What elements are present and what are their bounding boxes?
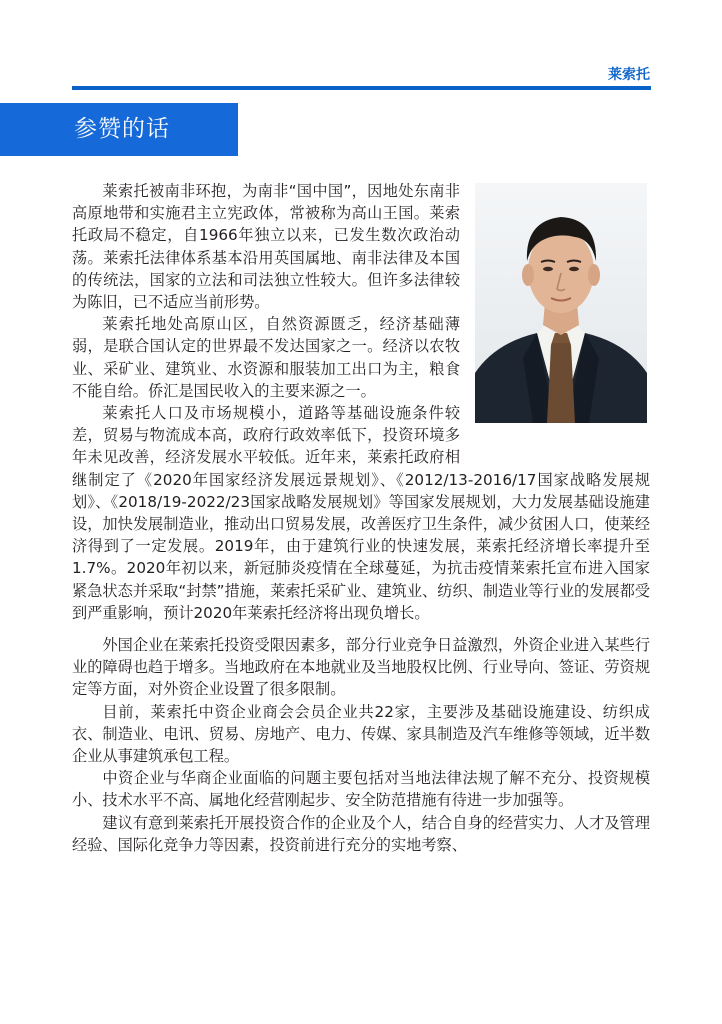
section-title: 参赞的话 — [74, 116, 170, 142]
paragraph: 莱索托地处高原山区，自然资源匮乏，经济基础薄弱，是联合国认定的世界最不发达国家之一。经济以农牧业、采矿业、建筑业、水资源和服装加工出口为主，粮食不能自给。侨汇是国民收入的主要来源之一。 — [72, 315, 460, 400]
paragraph: 莱索托人口及市场规模小，道路等基础设施条件较差，贸易与物流成本高，政府行政效率低下，投资环境多年未见改善，经济发展水平较低。近年来，莱索托政府相继制定了《2020年国家经济发展远景规划》、《2012/13-2016/17国家战略发展规划》、《2018/19-2022/23国家战略发展规划》等国家发展规划，大力发展基础设施建设，加快发展制造业，推动出口贸易发展，改善医疗卫生条件，减少贫困人口，使莱经济得到了一定发展。2019年，由于建筑行业的快速发展，莱索托经济增长率提升至1.7%。2020年初以来，新冠肺炎疫情在全球蔓延，为抗击疫情莱索托宣布进入国家紧急状态并采取“封禁”措施，莱索托采矿业、建筑业、纺织、制造业等行业的发展都受到严重影响，预计2020年莱索托经济将出现负增长。 — [72, 404, 650, 622]
section-title-bar — [0, 103, 238, 156]
paragraph: 莱索托被南非环抱，为南非“国中国”，因地处东南非高原地带和实施君主立宪政体，常被称为高山王国。莱索托政局不稳定，自1966年独立以来，已发生数次政治动荡。莱索托法律体系基本沿用英国属地、南非法律及本国的传统法，国家的立法和司法独立性较大。但许多法律较为陈旧，已不适应当前形势。 — [72, 182, 460, 312]
header-rule — [72, 86, 651, 90]
portrait-float-space — [460, 180, 650, 452]
paragraph: 中资企业与华商企业面临的问题主要包括对当地法律法规了解不充分、投资规模小、技术水平不高、属地化经营刚起步、安全防范措施有待进一步加强等。 — [72, 769, 650, 810]
paragraph: 建议有意到莱索托开展投资合作的企业及个人，结合自身的经营实力、人才及管理经验、国际化竞争力等因素，投资前进行充分的实地考察、 — [72, 813, 650, 854]
paragraph: 目前，莱索托中资企业商会会员企业共22家，主要涉及基础设施建设、纺织成衣、制造业、电讯、贸易、房地产、电力、传媒、家具制造及汽车维修等领域，近半数企业从事建筑承包工程。 — [72, 702, 650, 766]
running-head: 莱索托 — [608, 67, 650, 83]
body-text — [72, 180, 650, 856]
paragraph: 外国企业在莱索托投资受限因素多，部分行业竞争日益激烈，外资企业进入某些行业的障碍也趋于增多。当地政府在本地就业及当地股权比例、行业导向、签证、劳资规定等方面，对外资企业设置了很多限制。 — [72, 636, 650, 699]
